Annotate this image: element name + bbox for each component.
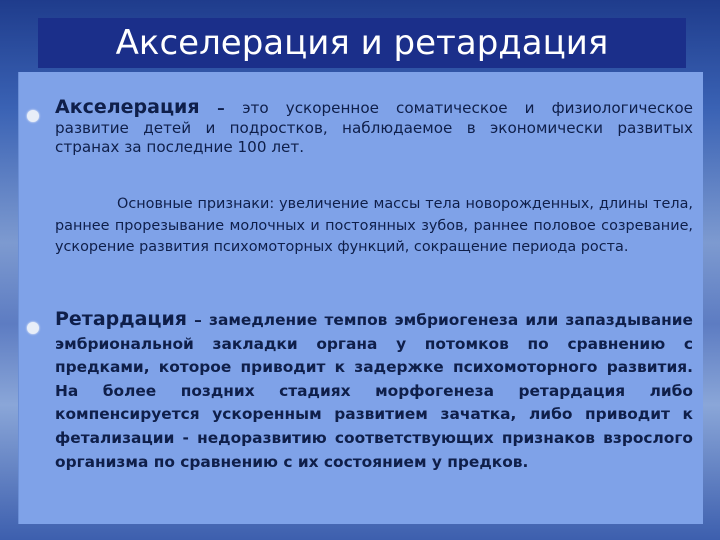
acceleration-paragraph — [55, 98, 693, 158]
slide-title: Акселерация и ретардация — [115, 23, 609, 63]
retardation-dash: – — [187, 311, 210, 329]
acceleration-signs: Основные признаки: увеличение массы тела новорожденных, длины тела, раннее прорезывание молочных и постоянных зубов, раннее половое созревание, ускорение развития психомоторных функций, сокращение периода роста. — [55, 196, 693, 255]
acceleration-definition: это ускоренное соматическое и физиологическое развитие детей и подростков, наблюдаемое в экономически развитых странах за последние 100 лет. — [55, 99, 693, 156]
acceleration-term: Акселерация — [55, 96, 200, 118]
acceleration-dash: – — [199, 99, 243, 117]
bullet-dot-icon — [27, 322, 39, 334]
retardation-term: Ретардация — [55, 308, 188, 330]
retardation-paragraph — [55, 308, 693, 474]
retardation-definition: замедление темпов эмбриогенеза или запаздывание эмбриональной закладки органа у потомков по сравнению с предками, которое приводит к задержке психомоторного развития. На более поздних стадиях морфогенеза ретардация либо компенсируется ускоренным развитием зачатка, либо приводит к фетализации - недоразвитию соответствующих признаков взрослого организма по сравнению с их состоянием у предков. — [55, 311, 693, 471]
content-panel — [18, 72, 703, 524]
bullet-dot-icon — [27, 110, 39, 122]
title-bar — [38, 18, 686, 68]
